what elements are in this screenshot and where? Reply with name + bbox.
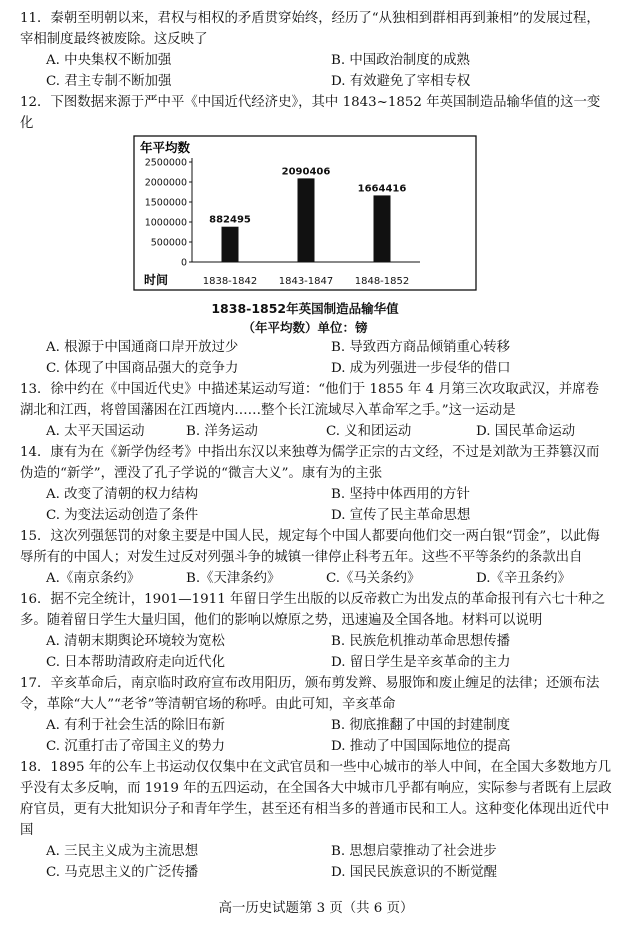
option-b: B. 思想启蒙推动了社会进步 bbox=[331, 844, 497, 859]
option-d: D. 宣传了民主革命思想 bbox=[331, 508, 471, 523]
option-b: B. 中国政治制度的成熟 bbox=[331, 53, 470, 68]
option-a: A. 有利于社会生活的除旧布新 bbox=[46, 718, 225, 733]
chart-top-label: 年平均数 bbox=[140, 140, 191, 155]
question-stem: 13．徐中约在《中国近代史》中描述某运动写道：“他们于 1855 年 4 月第三次攻取武汉，并席卷湖北和江西，将曾国藩困在江西境内……整个长江流域尽入革命军之手。”这一运动是 bbox=[20, 382, 599, 418]
question-17 bbox=[20, 673, 612, 757]
question-15 bbox=[20, 526, 612, 589]
question-stem: 15．这次列强惩罚的对象主要是中国人民，规定每个中国人都要向他们交一两白银“罚金”，以此侮辱所有的中国人；对发生过反对列强斗争的城镇一律停止科考五年。这些不平等条约的条款出自 bbox=[20, 529, 600, 565]
option-b: B. 民族危机推动革命思想传播 bbox=[331, 634, 511, 649]
bar bbox=[222, 227, 239, 262]
option-c: C. 君主专制不断加强 bbox=[46, 74, 172, 89]
question-stem: 14．康有为在《新学伪经考》中指出东汉以来独尊为儒学正宗的古文经，不过是刘歆为王莽篡汉而伪造的“新学”，湮没了孔子学说的“微言大义”。康有为的主张 bbox=[20, 445, 600, 481]
option-c: C. 马克思主义的广泛传播 bbox=[46, 865, 199, 880]
option-d: D. 留日学生是辛亥革命的主力 bbox=[331, 655, 511, 670]
option-c: C. 为变法运动创造了条件 bbox=[46, 508, 199, 523]
option-d: D. 国民民族意识的不断觉醒 bbox=[331, 865, 498, 880]
bar bbox=[298, 178, 315, 262]
option-a: A. 太平天国运动 bbox=[46, 424, 145, 439]
option-d: D.《辛丑条约》 bbox=[476, 571, 571, 586]
option-a: A. 根源于中国通商口岸开放过少 bbox=[46, 340, 239, 355]
question-stem: 17．辛亥革命后，南京临时政府宣布改用阳历，颁布剪发辫、易服饰和废止缠足的法律；还颁布法令，革除“大人”“老爷”等清朝官场的称呼。由此可知，辛亥革命 bbox=[20, 676, 600, 712]
option-c: C. 沉重打击了帝国主义的势力 bbox=[46, 739, 225, 754]
option-c: C. 体现了中国商品强大的竞争力 bbox=[46, 361, 239, 376]
option-a: A. 改变了清朝的权力结构 bbox=[46, 487, 199, 502]
option-b: B.《天津条约》 bbox=[186, 571, 281, 586]
y-tick-label: 0 bbox=[180, 257, 187, 269]
option-a: A. 中央集权不断加强 bbox=[46, 53, 172, 68]
question-16 bbox=[20, 589, 612, 673]
question-18 bbox=[20, 757, 612, 883]
option-c: C.《马关条约》 bbox=[326, 571, 421, 586]
chart-caption-1: 1838-1852年英国制造品输华值 bbox=[211, 301, 399, 316]
question-stem: 12．下图数据来源于严中平《中国近代经济史》，其中 1843~1852 年英国制造品输华值的这一变化 bbox=[20, 95, 601, 131]
data-label: 2090406 bbox=[281, 166, 331, 178]
y-tick-label: 500000 bbox=[150, 237, 187, 249]
option-d: D. 有效避免了宰相专权 bbox=[331, 74, 471, 89]
option-b: B. 导致西方商品倾销重心转移 bbox=[331, 340, 511, 355]
option-d: D. 国民革命运动 bbox=[476, 424, 576, 439]
option-d: D. 推动了中国国际地位的提高 bbox=[331, 739, 511, 754]
x-tick-label: 1838-1842 bbox=[202, 276, 258, 287]
x-tick-label: 1843-1847 bbox=[278, 276, 334, 287]
y-tick-label: 2500000 bbox=[144, 157, 187, 169]
option-b: B. 洋务运动 bbox=[186, 424, 258, 439]
option-b: B. 坚持中体西用的方针 bbox=[331, 487, 470, 502]
question-11 bbox=[20, 8, 612, 92]
x-axis-label: 时间 bbox=[144, 273, 169, 287]
option-b: B. 彻底推翻了中国的封建制度 bbox=[331, 718, 511, 733]
chart-caption-2: （年平均数）单位：镑 bbox=[242, 320, 368, 335]
bar-chart-svg bbox=[130, 134, 480, 292]
question-stem: 18．1895 年的公车上书运动仅仅集中在文武官员和一些中心城市的举人中间，在全国大多数地方几乎没有太多反响，而 1919 年的五四运动，在全国各大中城市几乎都有响应，实际参与者既有上层政府官员，更有大批知识分子和青年学生，甚至还有相当多的普通市民和工人。这种变化体现出近代中国 bbox=[20, 760, 612, 838]
data-label: 1664416 bbox=[357, 183, 407, 195]
exam-page bbox=[20, 8, 612, 883]
question-12 bbox=[20, 92, 612, 379]
data-label: 882495 bbox=[209, 214, 251, 226]
y-tick-label: 1000000 bbox=[144, 217, 187, 229]
option-a: A. 清朝末期舆论环境较为宽松 bbox=[46, 634, 225, 649]
option-d: D. 成为列强进一步侵华的借口 bbox=[331, 361, 511, 376]
question-stem: 16．据不完全统计，1901—1911 年留日学生出版的以反帝救亡为出发点的革命报刊有六七十种之多。随着留日学生大量归国，他们的影响以燎原之势，迅速遍及全国各地。材料可以说明 bbox=[20, 592, 605, 628]
question-14 bbox=[20, 442, 612, 526]
bar-chart bbox=[130, 134, 480, 337]
y-tick-label: 1500000 bbox=[144, 197, 187, 209]
option-a: A.《南京条约》 bbox=[46, 571, 141, 586]
page-footer: 高一历史试题第 3 页（共 6 页） bbox=[218, 901, 414, 916]
option-c: C. 义和团运动 bbox=[326, 424, 412, 439]
option-a: A. 三民主义成为主流思想 bbox=[46, 844, 199, 859]
y-tick-label: 2000000 bbox=[144, 177, 187, 189]
x-tick-label: 1848-1852 bbox=[354, 276, 410, 287]
question-13 bbox=[20, 379, 612, 442]
option-c: C. 日本帮助清政府走向近代化 bbox=[46, 655, 225, 670]
question-stem: 11．秦朝至明朝以来，君权与相权的矛盾贯穿始终，经历了“从独相到群相再到兼相”的发展过程，宰相制度最终被废除。这反映了 bbox=[20, 11, 600, 47]
bar bbox=[374, 195, 391, 262]
